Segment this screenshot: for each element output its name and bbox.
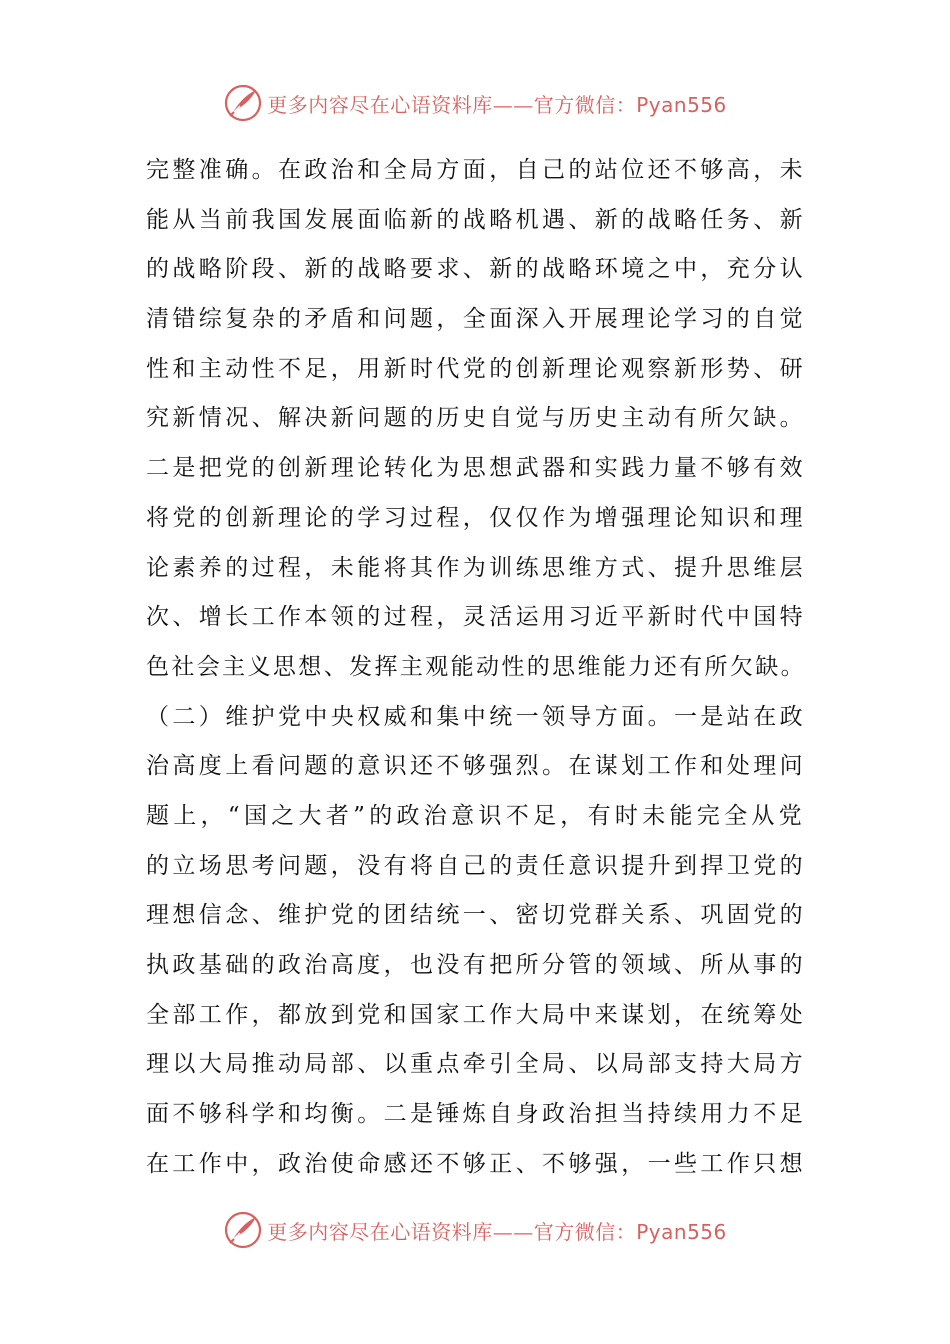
text-line: 清错综复杂的矛盾和问题，全面深入开展理论学习的自觉 — [146, 306, 806, 333]
text-line: 在工作中，政治使命感还不够正、不够强，一些工作只想 — [146, 1150, 806, 1177]
text-line: 论素养的过程，未能将其作为训练思维方式、提升思维层 — [146, 554, 806, 581]
footer-wechat-id: Pyan556 — [636, 1219, 727, 1244]
text-line: 的战略阶段、新的战略要求、新的战略环境之中，充分认 — [146, 256, 806, 283]
text-line: 二是把党的创新理论转化为思想武器和实践力量不够有效 — [146, 455, 806, 482]
quill-pen-icon — [223, 83, 263, 123]
footer-text — [267, 1216, 727, 1245]
header-text — [267, 89, 727, 118]
text-line: 性和主动性不足，用新时代党的创新理论观察新形势、研 — [146, 355, 806, 382]
text-line: 治高度上看问题的意识还不够强烈。在谋划工作和处理问 — [146, 753, 806, 780]
text-line: 题上，“国之大者”的政治意识不足，有时未能完全从党 — [146, 802, 806, 829]
text-line: 完整准确。在政治和全局方面，自己的站位还不够高，未 — [146, 157, 806, 183]
text-line: 能从当前我国发展面临新的战略机遇、新的战略任务、新 — [146, 206, 806, 233]
text-line: 色社会主义思想、发挥主观能动性的思维能力还有所欠缺。 — [146, 653, 806, 680]
footer-banner — [0, 1208, 950, 1252]
text-line: 理以大局推动局部、以重点牵引全局、以局部支持大局方 — [146, 1051, 806, 1078]
text-line: 理想信念、维护党的团结统一、密切党群关系、巩固党的 — [146, 902, 806, 929]
document-body — [146, 146, 806, 1189]
text-line: 面不够科学和均衡。二是锤炼自身政治担当持续用力不足 — [146, 1101, 806, 1128]
text-line: 全部工作，都放到党和国家工作大局中来谋划，在统筹处 — [146, 1001, 806, 1028]
footer-prefix: 更多内容尽在心语资料库——官方微信： — [267, 1219, 637, 1244]
header-prefix: 更多内容尽在心语资料库——官方微信： — [267, 92, 637, 117]
header-wechat-id: Pyan556 — [636, 92, 727, 117]
text-line: 将党的创新理论的学习过程，仅仅作为增强理论知识和理 — [146, 504, 806, 531]
text-line: 的立场思考问题，没有将自己的责任意识提升到捍卫党的 — [146, 852, 806, 879]
text-line: 次、增长工作本领的过程，灵活运用习近平新时代中国特 — [146, 604, 806, 631]
quill-pen-icon — [223, 1210, 263, 1250]
text-line: （二）维护党中央权威和集中统一领导方面。一是站在政 — [146, 703, 806, 730]
text-line: 执政基础的政治高度，也没有把所分管的领域、所从事的 — [146, 952, 806, 978]
header-banner — [0, 81, 950, 125]
text-line: 究新情况、解决新问题的历史自觉与历史主动有所欠缺。 — [146, 405, 806, 432]
